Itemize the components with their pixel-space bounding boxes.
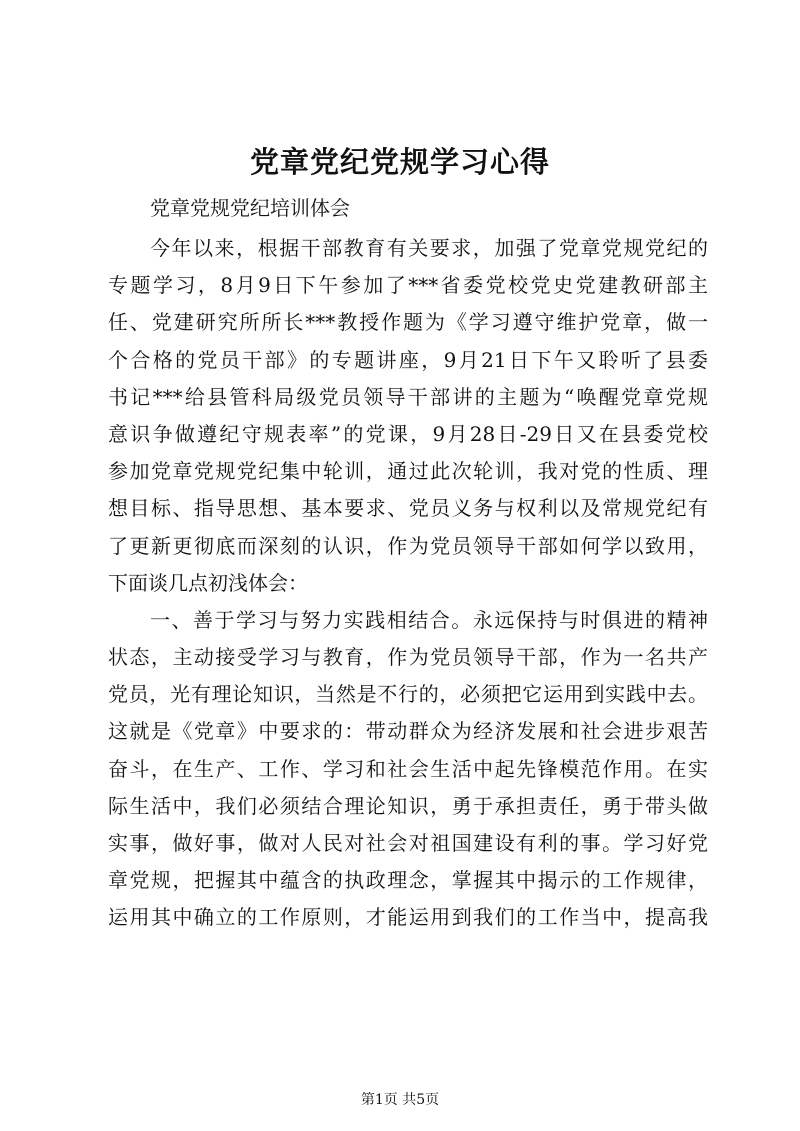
paragraph-line: 了更新更彻底而深刻的认识，作为党员领导干部如何学以致用， bbox=[108, 533, 708, 558]
paragraph-line: 今年以来，根据干部教育有关要求，加强了党章党规党纪的 bbox=[150, 236, 708, 260]
paragraph-line: 想目标、指导思想、基本要求、党员义务与权利以及常规党纪有 bbox=[108, 496, 708, 521]
paragraph-line: 奋斗，在生产、工作、学习和社会生活中起先锋模范作用。在实 bbox=[108, 756, 708, 781]
paragraph-line: 党员，光有理论知识，当然是不行的，必须把它运用到实践中去。 bbox=[108, 682, 708, 707]
paragraph-line: 个合格的党员干部》的专题讲座，9月21日下午又聆听了县委 bbox=[108, 347, 708, 372]
paragraph-line: 际生活中，我们必须结合理论知识，勇于承担责任，勇于带头做 bbox=[108, 793, 708, 818]
paragraph-line: 一、善于学习与努力实践相结合。永远保持与时俱进的精神 bbox=[150, 607, 708, 632]
paragraph-line: 参加党章党规党纪集中轮训，通过此次轮训，我对党的性质、理 bbox=[108, 459, 708, 484]
document-body bbox=[108, 230, 708, 937]
paragraph-line: 这就是《党章》中要求的：带动群众为经济发展和社会进步艰苦 bbox=[108, 719, 708, 744]
document-subtitle: 党章党规党纪培训体会 bbox=[150, 196, 350, 220]
paragraph-line: 章党规，把握其中蕴含的执政理念，掌握其中揭示的工作规律， bbox=[108, 868, 708, 893]
paragraph-line: 专题学习，8月9日下午参加了***省委党校党史党建教研部主 bbox=[108, 273, 708, 298]
paragraph-line: 状态，主动接受学习与教育，作为党员领导干部，作为一名共产 bbox=[108, 645, 708, 670]
document-title: 党章党纪党规学习心得 bbox=[249, 145, 550, 179]
paragraph-line: 下面谈几点初浅体会： bbox=[108, 570, 308, 595]
paragraph-line: 实事，做好事，做对人民对社会对祖国建设有利的事。学习好党 bbox=[108, 831, 708, 855]
paragraph-line: 任、党建研究所所长***教授作题为《学习遵守维护党章，做一 bbox=[108, 310, 708, 335]
page-footer: 第1页 共5页 bbox=[360, 1092, 440, 1108]
paragraph-line: 意识争做遵纪守规表率”的党课，9月28日-29日又在县委党校 bbox=[108, 421, 708, 446]
paragraph-line: 书记***给县管科局级党员领导干部讲的主题为“唤醒党章党规 bbox=[108, 384, 708, 409]
paragraph-line: 运用其中确立的工作原则，才能运用到我们的工作当中，提高我 bbox=[108, 905, 708, 930]
